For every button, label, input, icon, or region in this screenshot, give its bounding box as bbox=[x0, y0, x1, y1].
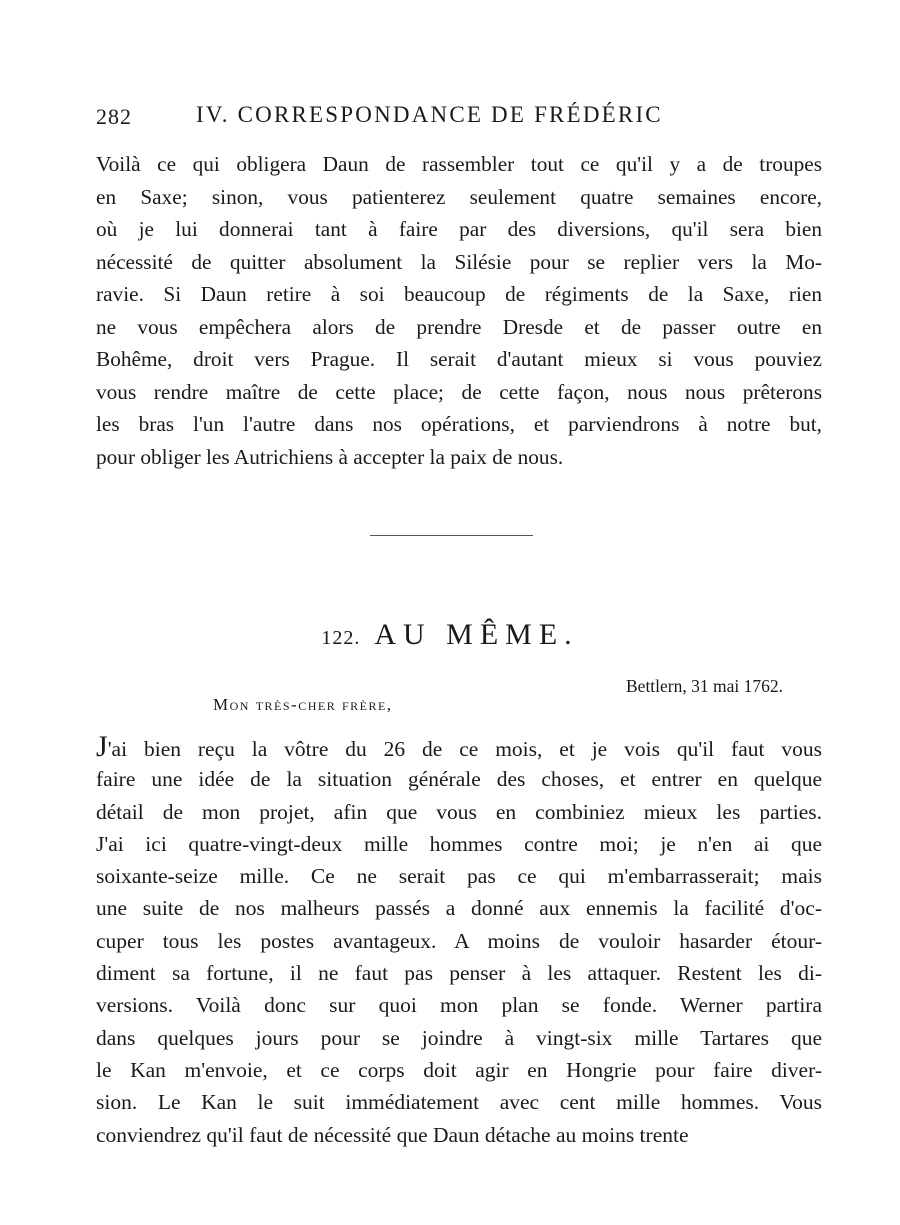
text-line: dans quelques jours pour se joindre à vingt-six mille Tartares que bbox=[96, 1025, 822, 1050]
text-line: vous rendre maître de cette place; de cette façon, nous nous prêterons bbox=[96, 379, 822, 404]
text-line: sion. Le Kan le suit immédiatement avec cent mille hommes. Vous bbox=[96, 1090, 822, 1115]
text-line: soixante-seize mille. Ce ne serait pas ce qui m'embarrasserait; mais bbox=[96, 864, 822, 889]
drop-cap: J bbox=[96, 730, 108, 763]
text-line: où je lui donnerai tant à faire par des diversions, qu'il sera bien bbox=[96, 217, 822, 241]
text-line: le Kan m'envoie, et ce corps doit agir en Hongrie pour faire diver- bbox=[96, 1057, 822, 1082]
letter-number: 122. bbox=[321, 627, 361, 649]
text-line: les bras l'un l'autre dans nos opérations, et parviendrons à notre but, bbox=[96, 412, 822, 436]
running-head: IV. CORRESPONDANCE DE FRÉDÉRIC bbox=[196, 102, 663, 127]
letter-body bbox=[96, 731, 822, 1151]
letter-dateline: Bettlern, 31 mai 1762. bbox=[626, 676, 783, 696]
letter-salutation: Mon très-cher frère, bbox=[213, 695, 393, 714]
text-line: Voilà ce qui obligera Daun de rassembler tout ce qu'il y a de troupes bbox=[96, 152, 822, 176]
text-line: une suite de nos malheurs passés a donné aux ennemis la facilité d'oc- bbox=[96, 896, 822, 921]
text-line: J'ai ici quatre-vingt-deux mille hommes contre moi; je n'en ai que bbox=[96, 831, 822, 856]
continuation-paragraph bbox=[96, 148, 822, 473]
text-line: nécessité de quitter absolument la Silésie pour se replier vers la Mo- bbox=[96, 249, 822, 274]
text-line: versions. Voilà donc sur quoi mon plan se fonde. Werner partira bbox=[96, 993, 822, 1018]
letter-heading bbox=[0, 618, 900, 652]
text-line: ravie. Si Daun retire à soi beaucoup de régiments de la Saxe, rien bbox=[96, 282, 822, 306]
text-line: pour obliger les Autrichiens à accepter la paix de nous. bbox=[96, 444, 564, 469]
first-line-text: 'ai bien reçu la vôtre du 26 de ce mois, et je vois qu'il faut vous bbox=[107, 737, 822, 761]
text-line bbox=[96, 731, 822, 763]
text-line: conviendrez qu'il faut de nécessité que Daun détache au moins trente bbox=[96, 1122, 689, 1147]
letter-title: AU MÊME. bbox=[374, 618, 579, 651]
page-header bbox=[96, 104, 826, 134]
text-line: faire une idée de la situation générale des choses, et entrer en quelque bbox=[96, 767, 822, 792]
text-line: ne vous empêchera alors de prendre Dresde et de passer outre en bbox=[96, 314, 822, 339]
text-line: Bohême, droit vers Prague. Il serait d'autant mieux si vous pouviez bbox=[96, 347, 822, 371]
text-line: diment sa fortune, il ne faut pas penser à les attaquer. Restent les di- bbox=[96, 961, 822, 986]
text-line: en Saxe; sinon, vous patienterez seulement quatre semaines encore, bbox=[96, 184, 822, 209]
text-line: détail de mon projet, afin que vous en combiniez mieux les parties. bbox=[96, 799, 822, 824]
section-divider bbox=[370, 535, 533, 536]
text-line: cuper tous les postes avantageux. A moins de vouloir hasarder étour- bbox=[96, 928, 822, 953]
page-number: 282 bbox=[96, 104, 132, 129]
